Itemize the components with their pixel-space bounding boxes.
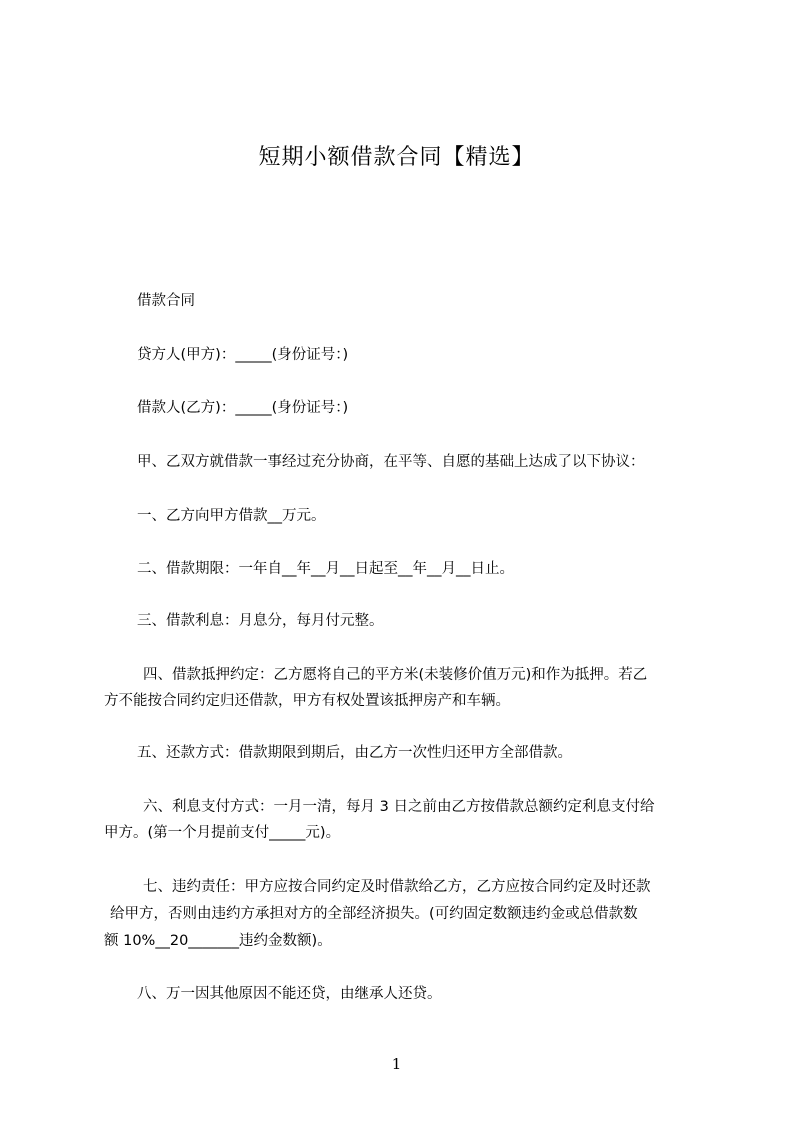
clause-2: 二、借款期限：一年自__年__月__日起至__年__月__日止。 bbox=[137, 561, 514, 577]
clause-5: 五、还款方式：借款期限到期后，由乙方一次性归还甲方全部借款。 bbox=[137, 745, 572, 761]
clause-7-line-1: 七、违约责任：甲方应按合同约定及时借款给乙方，乙方应按合同约定及时还款 bbox=[143, 879, 651, 895]
heading-contract: 借款合同 bbox=[137, 293, 195, 309]
agreement-intro: 甲、乙双方就借款一事经过充分协商，在平等、自愿的基础上达成了以下协议： bbox=[137, 454, 645, 470]
clause-6-line-1: 六、利息支付方式：一月一清，每月 3 日之前由乙方按借款总额约定利息支付给 bbox=[143, 799, 655, 815]
clause-3: 三、借款利息：月息分，每月付元整。 bbox=[137, 613, 384, 629]
lender-line: 贷方人(甲方)：_____(身份证号：) bbox=[137, 347, 349, 363]
clause-8: 八、万一因其他原因不能还贷，由继承人还贷。 bbox=[137, 986, 442, 1002]
document-title: 短期小额借款合同【精选】 bbox=[258, 145, 535, 170]
page-number: 1 bbox=[391, 1055, 402, 1073]
clause-4-line-1: 四、借款抵押约定：乙方愿将自己的平方米(未装修价值万元)和作为抵押。若乙 bbox=[143, 667, 648, 683]
clause-6-line-2: 甲方。(第一个月提前支付_____元)。 bbox=[104, 825, 341, 841]
clause-1: 一、乙方向甲方借款__万元。 bbox=[137, 508, 326, 524]
clause-7-line-3: 额 10%__20_______违约金数额)。 bbox=[104, 933, 332, 949]
clause-7-line-2: 给甲方，否则由违约方承担对方的全部经济损失。(可约固定数额违约金或总借款数 bbox=[110, 906, 638, 922]
clause-4-line-2: 方不能按合同约定归还借款，甲方有权处置该抵押房产和车辆。 bbox=[104, 693, 510, 709]
borrower-line: 借款人(乙方)：_____(身份证号：) bbox=[137, 400, 349, 416]
